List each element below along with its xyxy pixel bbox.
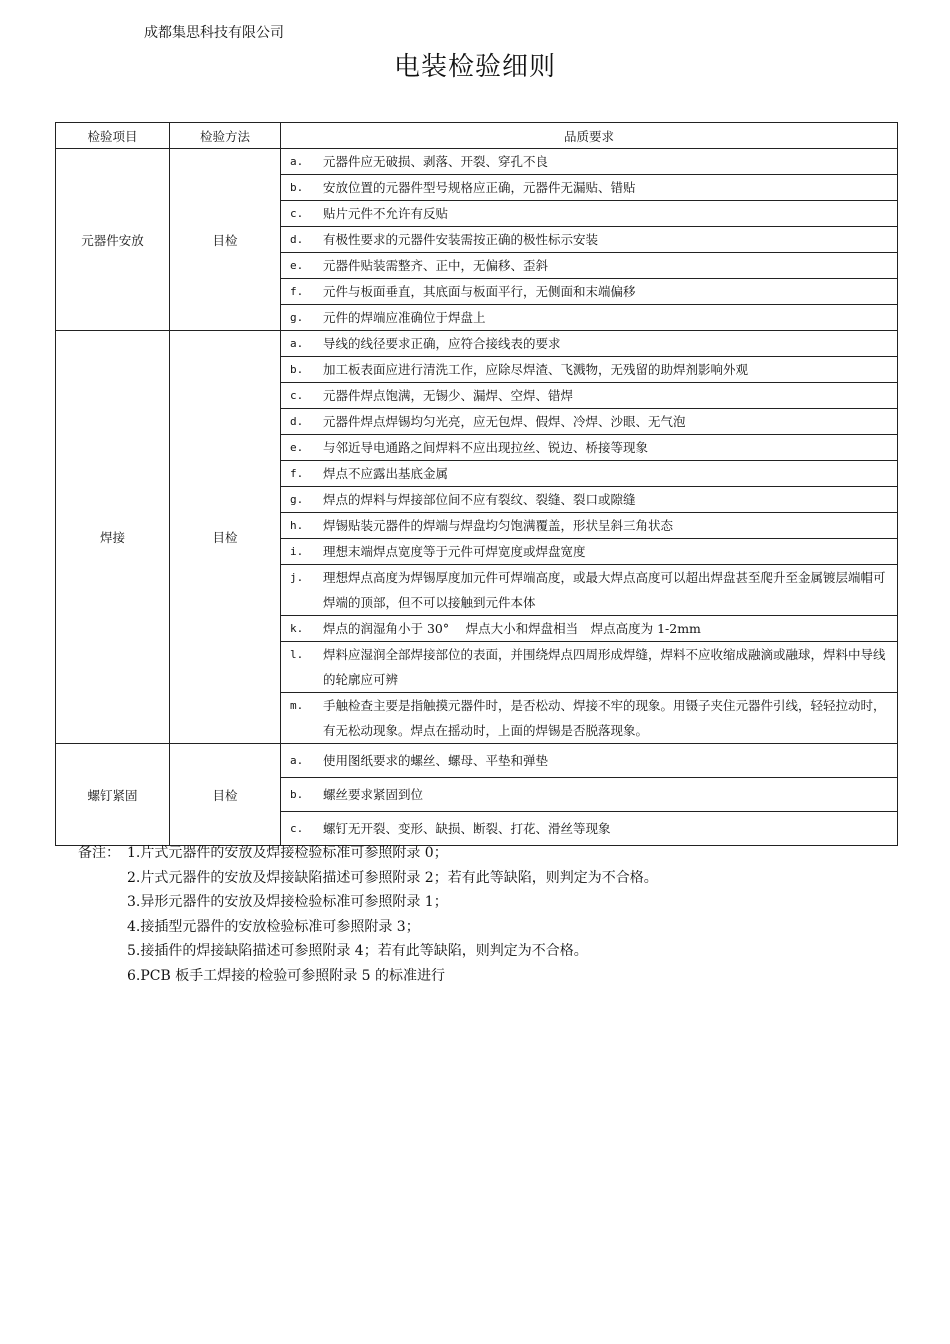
column-header-requirement: 品质要求 bbox=[281, 123, 898, 149]
requirement-letter: f. bbox=[290, 285, 304, 298]
requirement-letter: b. bbox=[290, 363, 304, 376]
requirement-cell bbox=[281, 175, 898, 201]
requirement-text: 导线的线径要求正确，应符合接线表的要求 bbox=[323, 336, 561, 351]
requirement-letter: i. bbox=[290, 545, 304, 558]
inspection-item-cell: 螺钉紧固 bbox=[56, 744, 170, 846]
document-title: 电装检验细则 bbox=[393, 52, 556, 82]
requirement-text: 元器件焊点焊锡均匀光亮，应无包焊、假焊、冷焊、沙眼、无气泡 bbox=[323, 414, 686, 429]
inspection-method-cell: 目检 bbox=[170, 331, 281, 744]
requirement-letter: a. bbox=[290, 155, 304, 168]
requirement-text: 安放位置的元器件型号规格应正确，元器件无漏贴、错贴 bbox=[323, 180, 636, 195]
requirement-cell bbox=[281, 693, 898, 744]
requirement-text: 螺丝要求紧固到位 bbox=[323, 787, 424, 802]
requirement-text: 元器件焊点饱满，无锡少、漏焊、空焊、错焊 bbox=[323, 388, 574, 403]
requirement-cell bbox=[281, 227, 898, 253]
requirement-letter: c. bbox=[290, 822, 304, 835]
requirement-text: 手触检查主要是指触摸元器件时，是否松动、焊接不牢的现象。用镊子夹住元器件引线，轻轻拉动时，有无松动现象。焊点在摇动时，上面的焊锡是否脱落现象。 bbox=[323, 698, 886, 738]
requirement-text: 贴片元件不允许有反贴 bbox=[323, 206, 449, 221]
column-header-item: 检验项目 bbox=[56, 123, 170, 149]
requirement-text: 理想末端焊点宽度等于元件可焊宽度或焊盘宽度 bbox=[323, 544, 586, 559]
requirement-letter: e. bbox=[290, 441, 304, 454]
requirement-cell bbox=[281, 565, 898, 616]
requirement-letter: c. bbox=[290, 389, 304, 402]
table-row bbox=[56, 744, 898, 778]
requirement-cell bbox=[281, 331, 898, 357]
inspection-item-cell: 焊接 bbox=[56, 331, 170, 744]
requirement-text: 理想焊点高度为焊锡厚度加元件可焊端高度，或最大焊点高度可以超出焊盘甚至爬升至金属镀层端帽可焊端的顶部，但不可以接触到元件本体 bbox=[323, 570, 886, 610]
requirement-cell bbox=[281, 357, 898, 383]
requirement-text: 元器件应无破损、剥落、开裂、穿孔不良 bbox=[323, 154, 549, 169]
notes-label: 备注： bbox=[78, 845, 120, 861]
table-header-row bbox=[56, 123, 898, 149]
requirement-letter: d. bbox=[290, 415, 304, 428]
requirement-letter: k. bbox=[290, 622, 304, 635]
requirement-letter: l. bbox=[290, 648, 304, 661]
requirement-cell bbox=[281, 305, 898, 331]
table-row bbox=[56, 149, 898, 175]
notes-section bbox=[78, 841, 658, 988]
note-line: 2.片式元器件的安放及焊接缺陷描述可参照附录 2；若有此等缺陷，则判定为不合格。 bbox=[127, 869, 658, 886]
requirement-letter: e. bbox=[290, 259, 304, 272]
requirement-cell bbox=[281, 383, 898, 409]
requirement-letter: a. bbox=[290, 754, 304, 767]
note-text: 1.片式元器件的安放及焊接检验标准可参照附录 0； bbox=[127, 845, 448, 861]
requirement-text: 焊料应湿润全部焊接部位的表面，并围绕焊点四周形成焊缝，焊料不应收缩成融滴或融球，焊料中导线的轮廓应可辨 bbox=[323, 647, 886, 687]
requirement-letter: m. bbox=[290, 699, 304, 712]
company-name: 成都集思科技有限公司 bbox=[144, 25, 284, 41]
requirement-letter: c. bbox=[290, 207, 304, 220]
note-line: 5.接插件的焊接缺陷描述可参照附录 4；若有此等缺陷，则判定为不合格。 bbox=[127, 943, 588, 959]
requirement-letter: b. bbox=[290, 181, 304, 194]
requirement-letter: h. bbox=[290, 519, 304, 532]
requirement-text: 元器件贴装需整齐、正中，无偏移、歪斜 bbox=[323, 258, 549, 273]
requirement-cell bbox=[281, 461, 898, 487]
note-line bbox=[78, 841, 658, 866]
note-line: 3.异形元器件的安放及焊接检验标准可参照附录 1； bbox=[127, 894, 448, 910]
requirement-cell bbox=[281, 539, 898, 565]
requirement-cell bbox=[281, 744, 898, 778]
requirement-cell bbox=[281, 487, 898, 513]
requirement-letter: d. bbox=[290, 233, 304, 246]
requirement-text: 元件与板面垂直，其底面与板面平行，无侧面和末端偏移 bbox=[323, 284, 636, 299]
requirement-letter: j. bbox=[290, 571, 304, 584]
requirement-letter: b. bbox=[290, 788, 304, 801]
requirement-text: 焊锡贴装元器件的焊端与焊盘均匀饱满覆盖，形状呈斜三角状态 bbox=[323, 518, 674, 533]
requirement-text: 有极性要求的元器件安装需按正确的极性标示安装 bbox=[323, 232, 599, 247]
inspection-method-cell: 目检 bbox=[170, 744, 281, 846]
requirement-cell bbox=[281, 642, 898, 693]
requirement-letter: f. bbox=[290, 467, 304, 480]
requirement-cell bbox=[281, 253, 898, 279]
note-line: 4.接插型元器件的安放检验标准可参照附录 3； bbox=[127, 918, 420, 935]
requirement-letter: a. bbox=[290, 337, 304, 350]
requirement-text: 与邻近导电通路之间焊料不应出现拉丝、锐边、桥接等现象 bbox=[323, 440, 649, 455]
requirement-text: 使用图纸要求的螺丝、螺母、平垫和弹垫 bbox=[323, 753, 549, 768]
requirement-cell bbox=[281, 201, 898, 227]
requirement-letter: g. bbox=[290, 311, 304, 324]
table-row bbox=[56, 331, 898, 357]
requirement-cell bbox=[281, 409, 898, 435]
requirement-cell bbox=[281, 279, 898, 305]
inspection-item-cell: 元器件安放 bbox=[56, 149, 170, 331]
inspection-table bbox=[55, 122, 898, 846]
requirement-letter: g. bbox=[290, 493, 304, 506]
requirement-text: 焊点的焊料与焊接部位间不应有裂纹、裂缝、裂口或隙缝 bbox=[323, 492, 636, 507]
note-line: 6.PCB 板手工焊接的检验可参照附录 5 的标准进行 bbox=[127, 967, 446, 984]
column-header-method: 检验方法 bbox=[170, 123, 281, 149]
requirement-cell bbox=[281, 513, 898, 539]
requirement-text: 焊点不应露出基底金属 bbox=[323, 466, 449, 481]
requirement-cell bbox=[281, 149, 898, 175]
requirement-cell bbox=[281, 435, 898, 461]
inspection-method-cell: 目检 bbox=[170, 149, 281, 331]
requirement-cell bbox=[281, 778, 898, 812]
requirement-cell bbox=[281, 616, 898, 642]
requirement-text: 焊点的润湿角小于 30° 焊点大小和焊盘相当 焊点高度为 1-2mm bbox=[323, 621, 701, 636]
requirement-text: 元件的焊端应准确位于焊盘上 bbox=[323, 310, 486, 325]
requirement-text: 加工板表面应进行清洗工作，应除尽焊渣、飞溅物，无残留的助焊剂影响外观 bbox=[323, 362, 749, 377]
requirement-text: 螺钉无开裂、变形、缺损、断裂、打花、滑丝等现象 bbox=[323, 821, 611, 836]
